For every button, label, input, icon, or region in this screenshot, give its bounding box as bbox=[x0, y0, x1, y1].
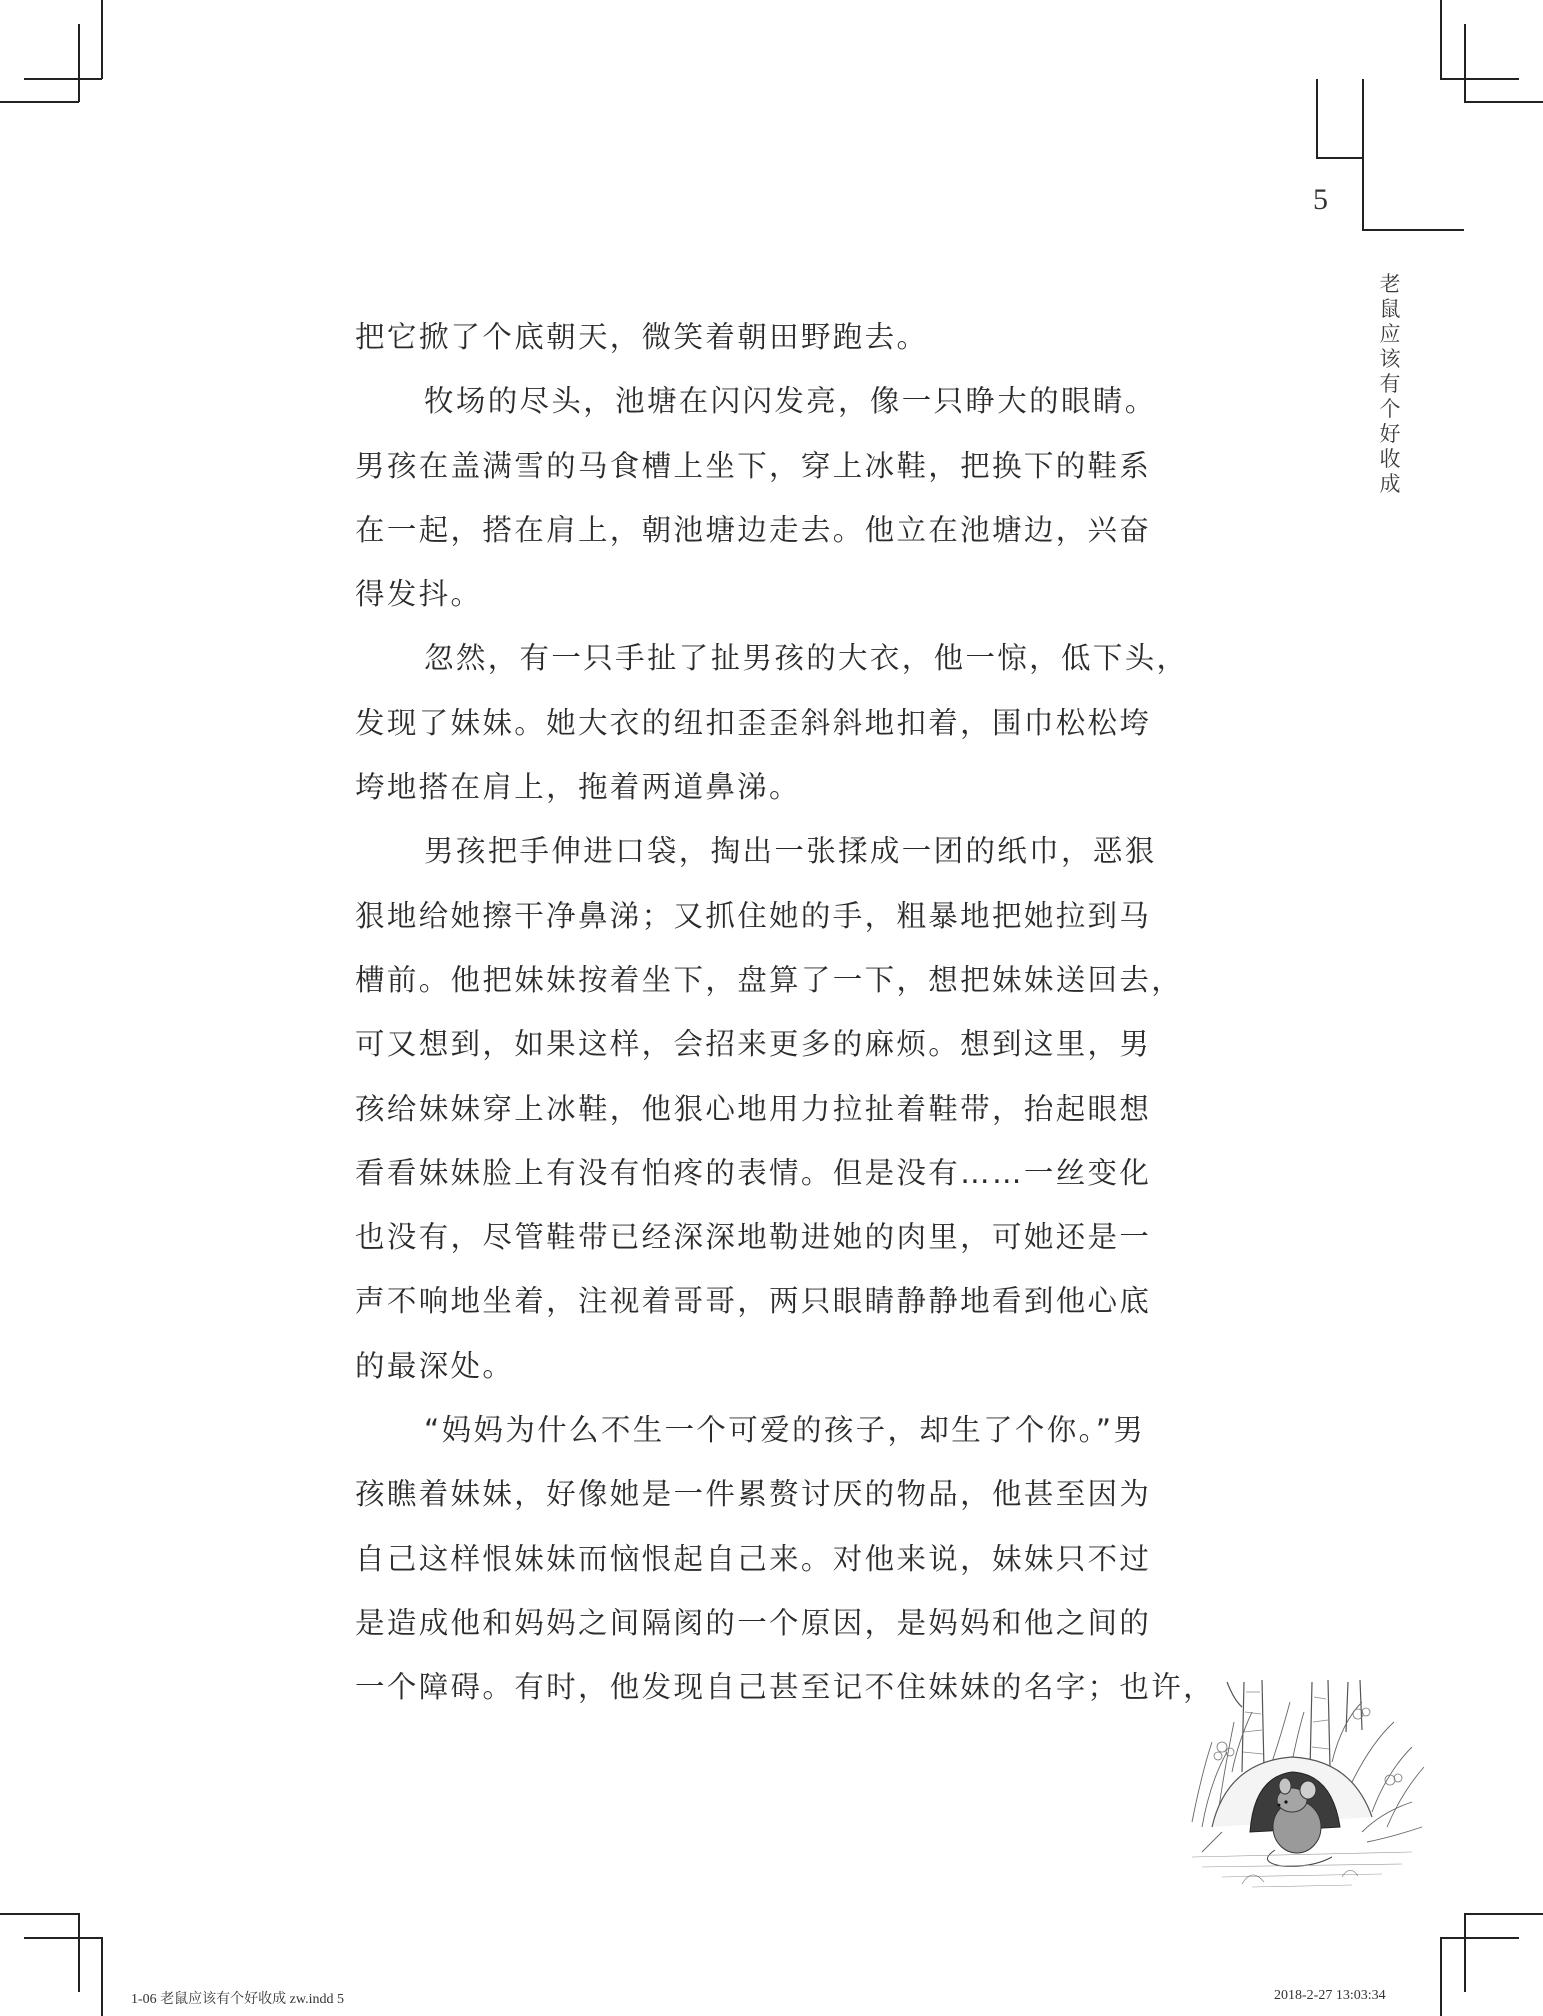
text-line-3: 男孩在盖满雪的马食槽上坐下，穿上冰鞋，把换下的鞋系 bbox=[355, 448, 1152, 483]
crop-mark-top-left-v2 bbox=[78, 24, 80, 102]
text-line-17: 的最深处。 bbox=[355, 1348, 515, 1383]
crop-mark-bottom-right-h1 bbox=[1464, 1913, 1543, 1915]
crop-mark-top-right-h2 bbox=[1464, 101, 1543, 103]
header-bracket-left-v bbox=[1316, 79, 1318, 158]
crop-mark-bottom-right-v1 bbox=[1464, 1913, 1466, 1992]
running-title-text: 老鼠应该有个好收成 bbox=[1379, 272, 1401, 496]
header-bracket-bottom-h bbox=[1362, 229, 1464, 231]
text-line-11: 槽前。他把妹妹按着坐下，盘算了一下，想把妹妹送回去， bbox=[355, 962, 1184, 997]
running-title bbox=[1378, 272, 1402, 497]
crop-mark-top-left-h2 bbox=[0, 101, 79, 103]
text-line-14: 看看妹妹脸上有没有怕疼的表情。但是没有……一丝变化 bbox=[355, 1155, 1152, 1190]
crop-mark-top-right-v2 bbox=[1464, 24, 1466, 102]
slug-file-info: 1-06 老鼠应该有个好收成 zw.indd 5 bbox=[131, 1992, 344, 2007]
text-line-16: 声不响地坐着，注视着哥哥，两只眼睛静静地看到他心底 bbox=[355, 1284, 1152, 1319]
page-number: 5 bbox=[1313, 183, 1328, 216]
header-bracket-left-h bbox=[1316, 157, 1362, 159]
mouse-illustration bbox=[1172, 1652, 1434, 1902]
text-line-18: “妈妈为什么不生一个可爱的孩子，却生了个你。”男 bbox=[424, 1413, 1146, 1448]
crop-mark-bottom-right-h2 bbox=[1440, 1937, 1519, 1939]
text-line-1: 把它掀了个底朝天，微笑着朝田野跑去。 bbox=[355, 320, 929, 354]
text-line-19: 孩瞧着妹妹，好像她是一件累赘讨厌的物品，他甚至因为 bbox=[355, 1477, 1152, 1512]
crop-mark-top-left-v1 bbox=[101, 0, 103, 79]
text-line-5: 得发抖。 bbox=[355, 577, 483, 612]
text-line-10: 狠地给她擦干净鼻涕；又抓住她的手，粗暴地把她拉到马 bbox=[355, 898, 1152, 933]
text-line-2: 牧场的尽头，池塘在闪闪发亮，像一只睁大的眼睛。 bbox=[424, 384, 1157, 419]
crop-mark-bottom-left-h2 bbox=[24, 1937, 102, 1939]
text-line-20: 自己这样恨妹妹而恼恨起自己来。对他来说，妹妹只不过 bbox=[355, 1541, 1152, 1576]
text-line-4: 在一起，搭在肩上，朝池塘边走去。他立在池塘边，兴奋 bbox=[355, 512, 1152, 547]
body-text bbox=[355, 305, 1215, 1720]
crop-mark-bottom-left-h1 bbox=[0, 1913, 79, 1915]
crop-mark-bottom-left-v1 bbox=[78, 1913, 80, 1992]
crop-mark-bottom-left-v2 bbox=[101, 1937, 103, 2016]
crop-mark-top-left-h1 bbox=[24, 78, 102, 80]
text-line-8: 垮地搭在肩上，拖着两道鼻涕。 bbox=[355, 770, 801, 805]
crop-mark-top-right-h1 bbox=[1440, 78, 1519, 80]
crop-mark-top-right-v1 bbox=[1440, 0, 1442, 79]
text-line-6: 忽然，有一只手扯了扯男孩的大衣，他一惊，低下头， bbox=[424, 641, 1189, 676]
slug-timestamp: 2018-2-27 13:03:34 bbox=[1274, 1988, 1386, 2003]
text-line-22: 一个障碍。有时，他发现自己甚至记不住妹妹的名字；也许， bbox=[355, 1670, 1215, 1705]
text-line-13: 孩给妹妹穿上冰鞋，他狠心地用力拉扯着鞋带，抬起眼想 bbox=[355, 1091, 1152, 1126]
header-bracket-right-v bbox=[1362, 79, 1364, 229]
crop-mark-bottom-right-v2 bbox=[1440, 1937, 1442, 2016]
text-line-7: 发现了妹妹。她大衣的纽扣歪歪斜斜地扣着，围巾松松垮 bbox=[355, 705, 1152, 740]
text-line-15: 也没有，尽管鞋带已经深深地勒进她的肉里，可她还是一 bbox=[355, 1220, 1152, 1255]
text-line-12: 可又想到，如果这样，会招来更多的麻烦。想到这里，男 bbox=[355, 1027, 1152, 1062]
text-line-21: 是造成他和妈妈之间隔阂的一个原因，是妈妈和他之间的 bbox=[355, 1605, 1152, 1640]
ground-hatching-icon bbox=[1192, 1852, 1412, 1887]
text-line-9: 男孩把手伸进口袋，掏出一张揉成一团的纸巾，恶狠 bbox=[424, 834, 1157, 869]
